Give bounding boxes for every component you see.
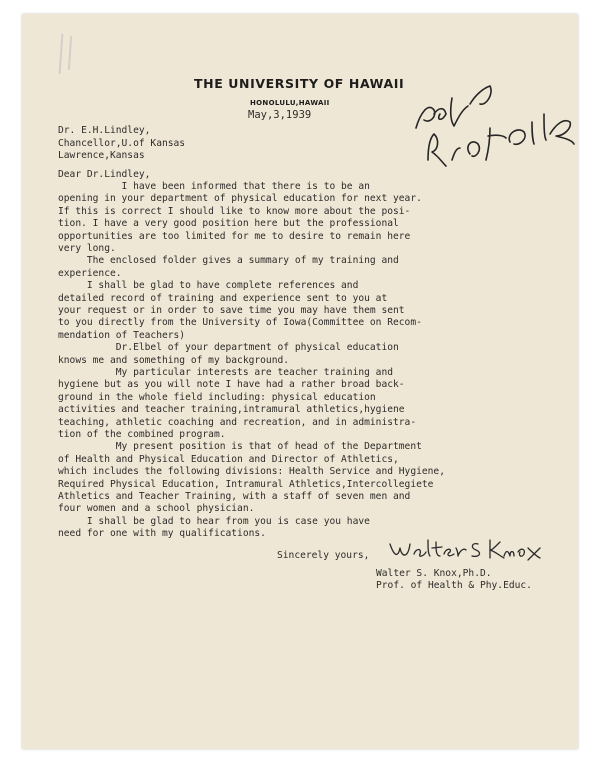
annotation-scribble-icon bbox=[394, 64, 578, 194]
body-line: activities and teacher training,intramural athletics,hygiene bbox=[58, 404, 405, 416]
body-line: Dr.Elbel of your department of physical education bbox=[58, 342, 399, 354]
body-line: experience. bbox=[58, 267, 122, 279]
body-line: very long. bbox=[58, 243, 116, 254]
recipient-line: Dr. E.H.Lindley, bbox=[58, 125, 151, 136]
body-line: hygiene but as you will note I have had a rather broad back- bbox=[58, 379, 405, 391]
punch-mark bbox=[68, 36, 72, 70]
signer-name: Walter S. Knox,Ph.D. bbox=[376, 568, 492, 579]
signer-title: Prof. of Health & Phy.Educ. bbox=[376, 580, 532, 591]
body-line: The enclosed folder gives a summary of my training and bbox=[58, 255, 399, 267]
body-line: tion of the combined program. bbox=[58, 429, 226, 440]
letter-date: May,3,1939 bbox=[248, 109, 312, 121]
body-line: detailed record of training and experience sent to you at bbox=[58, 292, 388, 304]
annotation-line-1 bbox=[418, 64, 421, 65]
letter-page bbox=[22, 14, 578, 749]
body-line: to you directly from the University of Iowa(Committee on Recom- bbox=[58, 317, 422, 329]
body-line: Athletics and Teacher Training, with a staff of seven men and bbox=[58, 491, 411, 502]
annotation-line-2 bbox=[418, 72, 425, 73]
body-line: opportunities are too limited for me to desire to remain here bbox=[58, 230, 411, 242]
body-line: I shall be glad to hear from you is case you have bbox=[58, 515, 370, 527]
body-line: My present position is that of head of the Department bbox=[58, 441, 422, 453]
letterhead-institution: THE UNIVERSITY OF HAWAII bbox=[194, 76, 405, 91]
body-line: My particular interests are teacher training and bbox=[58, 367, 394, 378]
body-line: which includes the following divisions: Health Service and Hygiene, bbox=[58, 466, 445, 478]
body-line: mendation of Teachers) bbox=[58, 329, 186, 341]
body-line: Required Physical Education, Intramural Athletics,Intercollegiete bbox=[58, 478, 434, 490]
body-line: four women and a school physician. bbox=[58, 503, 255, 515]
closing: Sincerely yours, bbox=[277, 550, 370, 561]
body-line: your request or in order to save time you may have them sent bbox=[58, 305, 405, 316]
signature-text bbox=[386, 532, 392, 533]
recipient-line: Chancellor,U.of Kansas bbox=[58, 137, 186, 149]
body-line: knows me and something of my background. bbox=[58, 354, 290, 366]
body-line: ground in the whole field including: physical education bbox=[58, 391, 376, 403]
signature-scribble-icon bbox=[386, 532, 546, 566]
body-line: teaching, athletic coaching and recreation, and in administra- bbox=[58, 416, 417, 428]
body-line: If this is correct I should like to know more about the posi- bbox=[58, 205, 411, 217]
salutation: Dear Dr.Lindley, bbox=[58, 169, 151, 180]
body-line: I have been informed that there is to be an bbox=[58, 181, 370, 192]
body-line: of Health and Physical Education and Director of Athletics, bbox=[58, 453, 399, 465]
signature bbox=[386, 532, 546, 566]
body-line: tion. I have a very good position here but the professional bbox=[58, 218, 399, 230]
body-line: I shall be glad to have complete references and bbox=[58, 280, 359, 292]
letterhead-city: HONOLULU,HAWAII bbox=[250, 99, 330, 107]
body-line: opening in your department of physical education for next year. bbox=[58, 193, 422, 205]
punch-mark bbox=[59, 34, 64, 74]
handwritten-annotation bbox=[394, 64, 578, 194]
recipient-line: Lawrence,Kansas bbox=[58, 150, 145, 161]
body-line: need for one with my qualifications. bbox=[58, 528, 266, 540]
